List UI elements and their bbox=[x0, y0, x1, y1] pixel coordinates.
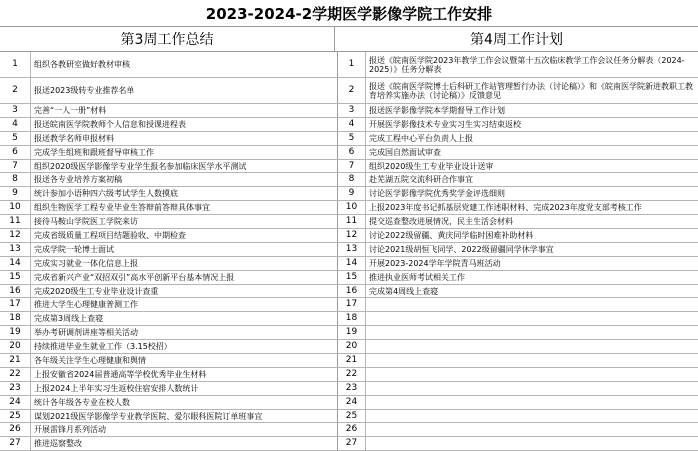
table-row bbox=[0, 312, 698, 326]
summary-item: 上报安徽省2024届普通高等学校优秀毕业生材料 bbox=[31, 368, 338, 381]
table-row bbox=[0, 271, 698, 285]
plan-index: 10 bbox=[338, 201, 366, 214]
plan-header: 第4周工作计划 bbox=[470, 32, 563, 48]
summary-index: 24 bbox=[0, 396, 31, 409]
summary-header: 第3周工作总结 bbox=[0, 27, 335, 51]
plan-item: 上报2023年度书记抓基层党建工作述职材料、完成2023年度党支部考核工作 bbox=[369, 203, 642, 213]
summary-index: 18 bbox=[0, 312, 31, 325]
summary-item: 完成省新兴产业“双招双引”高水平创新平台基本情况上报 bbox=[31, 271, 338, 284]
plan-index: 3 bbox=[338, 104, 366, 117]
table-row bbox=[0, 257, 698, 271]
table-row bbox=[0, 132, 698, 146]
header-row bbox=[0, 27, 698, 52]
table-row bbox=[0, 298, 698, 312]
table-row bbox=[0, 201, 698, 215]
summary-item: 完成第3周线上查寝 bbox=[31, 312, 338, 325]
plan-item bbox=[366, 312, 698, 325]
table-row bbox=[0, 437, 698, 451]
plan-index: 21 bbox=[338, 354, 366, 367]
table-row bbox=[0, 340, 698, 354]
summary-item: 各年级关注学生心理健康和舆情 bbox=[31, 354, 338, 367]
table-row bbox=[0, 146, 698, 160]
plan-item: 开展2023-2024学年学院青马班活动 bbox=[369, 258, 501, 268]
table-row bbox=[0, 396, 698, 410]
summary-index: 25 bbox=[0, 410, 31, 423]
summary-item: 推进大学生心理健康普测工作 bbox=[31, 298, 338, 311]
plan-index: 26 bbox=[338, 423, 366, 436]
table-row bbox=[0, 229, 698, 243]
table-row bbox=[0, 382, 698, 396]
plan-item: 报送医学影像学院本学期督导工作计划 bbox=[369, 105, 505, 115]
summary-item: 完成学院一轮博士面试 bbox=[31, 243, 338, 256]
table-row bbox=[0, 423, 698, 437]
summary-item: 统计参加小语种四六级考试学生人数摸底 bbox=[31, 187, 338, 200]
plan-index: 14 bbox=[338, 257, 366, 270]
plan-index: 8 bbox=[338, 173, 366, 186]
plan-item bbox=[366, 382, 698, 395]
table-row bbox=[0, 78, 698, 104]
summary-index: 20 bbox=[0, 340, 31, 353]
plan-index: 6 bbox=[338, 146, 366, 159]
table-row bbox=[0, 104, 698, 118]
summary-item: 上报2024上半年实习生返校住宿安排人数统计 bbox=[31, 382, 338, 395]
plan-item: 讨论2021级胡恒飞同学、2022级留疆同学休学事宜 bbox=[369, 244, 554, 254]
summary-item: 持续推进毕业生就业工作（3.15校招） bbox=[31, 340, 338, 353]
summary-index: 26 bbox=[0, 423, 31, 436]
plan-index: 19 bbox=[338, 326, 366, 339]
summary-index: 27 bbox=[0, 437, 31, 450]
plan-item: 完成国自然面试审查 bbox=[369, 147, 441, 157]
plan-index: 12 bbox=[338, 229, 366, 242]
plan-item: 赴芜湖五院交流科研合作事宜 bbox=[369, 175, 473, 185]
summary-index: 19 bbox=[0, 326, 31, 339]
summary-index: 15 bbox=[0, 271, 31, 284]
plan-index: 13 bbox=[338, 243, 366, 256]
plan-item bbox=[366, 437, 698, 450]
plan-item: 讨论2022级留疆、黄庆同学临时困难补助材料 bbox=[369, 230, 534, 240]
plan-index: 15 bbox=[338, 271, 366, 284]
summary-item: 完善“一人一册”材料 bbox=[31, 104, 338, 117]
plan-index: 20 bbox=[338, 340, 366, 353]
summary-item: 报送教学名师申报材料 bbox=[31, 132, 338, 145]
plan-item bbox=[366, 410, 698, 423]
summary-index: 8 bbox=[0, 173, 31, 186]
summary-index: 11 bbox=[0, 215, 31, 228]
plan-item: 完成工程中心平台负责人上报 bbox=[369, 133, 473, 143]
plan-item: 开展医学影像技术专业实习生实习结束返校 bbox=[369, 119, 521, 129]
plan-index: 27 bbox=[338, 437, 366, 450]
plan-index: 11 bbox=[338, 215, 366, 228]
table-row bbox=[0, 52, 698, 78]
table-row bbox=[0, 285, 698, 299]
summary-item: 完成2020级生工专业毕业设计查重 bbox=[31, 285, 338, 298]
plan-item: 讨论医学影像学院优秀奖学金评选细则 bbox=[369, 189, 505, 199]
sheet-title: 2023-2024-2学期医学影像学院工作安排 bbox=[0, 0, 698, 27]
plan-index: 4 bbox=[338, 118, 366, 131]
summary-index: 13 bbox=[0, 243, 31, 256]
summary-index: 12 bbox=[0, 229, 31, 242]
plan-index: 16 bbox=[338, 285, 366, 298]
summary-item: 报送2023级转专业推荐名单 bbox=[31, 78, 338, 103]
table-body bbox=[0, 52, 698, 451]
table-row bbox=[0, 187, 698, 201]
plan-index: 2 bbox=[338, 78, 366, 103]
plan-index: 9 bbox=[338, 187, 366, 200]
summary-index: 1 bbox=[0, 52, 31, 77]
summary-index: 4 bbox=[0, 118, 31, 131]
summary-item: 推进巡察整改 bbox=[31, 437, 338, 450]
plan-index: 7 bbox=[338, 160, 366, 173]
table-row bbox=[0, 160, 698, 174]
plan-index: 22 bbox=[338, 368, 366, 381]
table-row bbox=[0, 118, 698, 132]
summary-item: 报送各专业培养方案初稿 bbox=[31, 173, 338, 186]
summary-item: 完成学生组班和跟班督导审核工作 bbox=[31, 146, 338, 159]
table-row bbox=[0, 326, 698, 340]
plan-item: 提交巡查整改进展情况，民主生活会材料 bbox=[369, 217, 513, 227]
plan-index: 18 bbox=[338, 312, 366, 325]
summary-item: 组织2020级医学影像学专业学生报名参加临床医学水平测试 bbox=[31, 160, 338, 173]
plan-item bbox=[366, 396, 698, 409]
table-row bbox=[0, 410, 698, 424]
summary-index: 10 bbox=[0, 201, 31, 214]
plan-index: 5 bbox=[338, 132, 366, 145]
plan-index: 24 bbox=[338, 396, 366, 409]
table-row bbox=[0, 354, 698, 368]
plan-item bbox=[366, 423, 698, 436]
plan-item bbox=[366, 354, 698, 367]
table-row bbox=[0, 243, 698, 257]
summary-item: 组织各教研室做好教材审核 bbox=[31, 52, 338, 77]
plan-item bbox=[366, 298, 698, 311]
summary-index: 7 bbox=[0, 160, 31, 173]
summary-index: 22 bbox=[0, 368, 31, 381]
summary-index: 23 bbox=[0, 382, 31, 395]
summary-index: 9 bbox=[0, 187, 31, 200]
plan-item: 推进执业医师考试相关工作 bbox=[369, 272, 465, 282]
summary-index: 17 bbox=[0, 298, 31, 311]
plan-item bbox=[366, 340, 698, 353]
summary-item: 谋划2021级医学影像学专业教学医院、爱尔眼科医院订单班事宜 bbox=[31, 410, 338, 423]
summary-index: 5 bbox=[0, 132, 31, 145]
table-row bbox=[0, 173, 698, 187]
table-row bbox=[0, 368, 698, 382]
plan-index: 25 bbox=[338, 410, 366, 423]
summary-index: 6 bbox=[0, 146, 31, 159]
summary-index: 21 bbox=[0, 354, 31, 367]
summary-index: 16 bbox=[0, 285, 31, 298]
plan-index: 1 bbox=[338, 52, 366, 77]
summary-item: 举办考研调剂讲座等相关活动 bbox=[31, 326, 338, 339]
plan-item: 完成第4周线上查寝 bbox=[369, 286, 439, 296]
summary-item: 报送皖南医学院教师个人信息和授课进程表 bbox=[31, 118, 338, 131]
summary-index: 3 bbox=[0, 104, 31, 117]
table-row bbox=[0, 215, 698, 229]
plan-index: 23 bbox=[338, 382, 366, 395]
summary-item: 统计各年级各专业在校人数 bbox=[31, 396, 338, 409]
summary-index: 2 bbox=[0, 78, 31, 103]
summary-item: 组织生物医学工程专业毕业生答辩前答辩具体事宜 bbox=[31, 201, 338, 214]
plan-index: 17 bbox=[338, 298, 366, 311]
plan-item: 报送《皖南医学院2023年教学工作会议暨第十五次临床教学工作会议任务分解表（2024-2025）》任务分解表 bbox=[369, 55, 685, 74]
summary-item: 完成省级质量工程项目结题验收、中期检查 bbox=[31, 229, 338, 242]
summary-item: 接待马鞍山学院医工学院来访 bbox=[31, 215, 338, 228]
plan-item: 报送《皖南医学院博士后科研工作站管理暂行办法（讨论稿）》和《皖南医学院新进教职工教育培养实施办法（讨论稿）》反馈意见 bbox=[369, 81, 693, 100]
summary-item: 完成实习就业一体化信息上报 bbox=[31, 257, 338, 270]
plan-item bbox=[366, 368, 698, 381]
summary-index: 14 bbox=[0, 257, 31, 270]
plan-item bbox=[366, 326, 698, 339]
plan-item: 组织2020级生工专业毕业设计送审 bbox=[369, 161, 494, 171]
summary-item: 开展雷锋月系列活动 bbox=[31, 423, 338, 436]
